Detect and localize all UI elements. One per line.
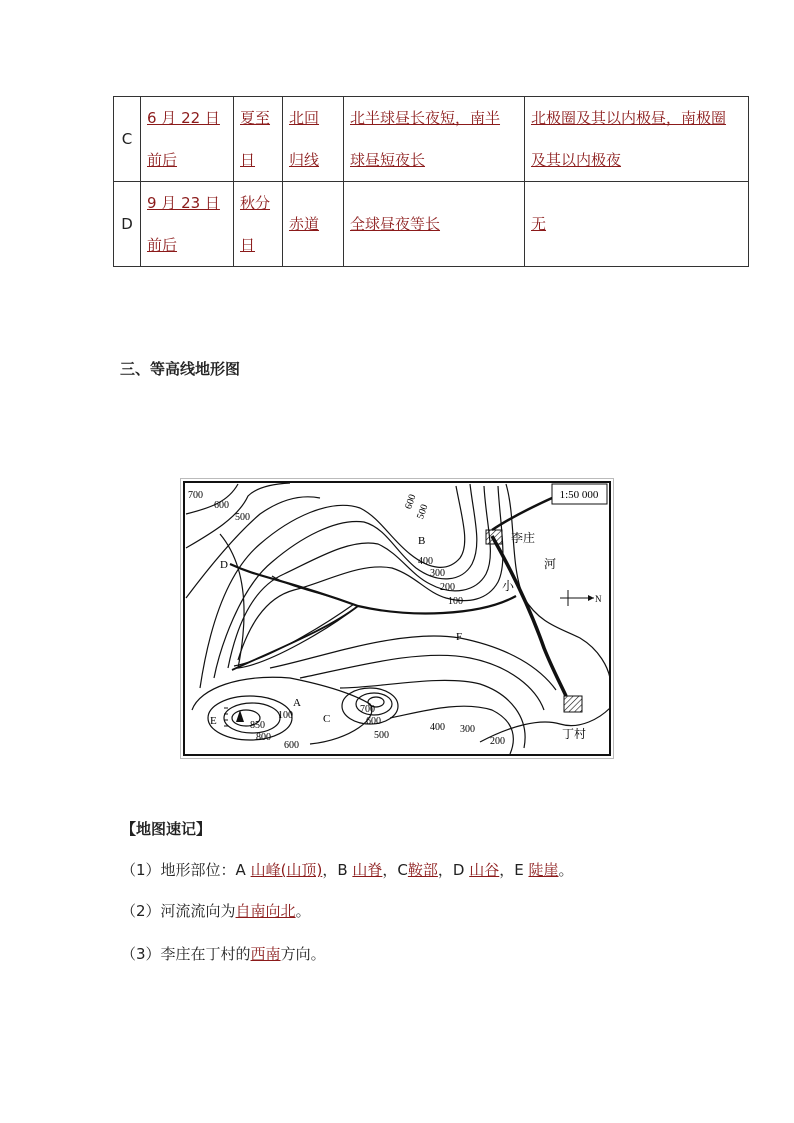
contour-value: 300: [460, 724, 475, 735]
answer-direction: 西南: [250, 945, 281, 963]
date-line: 6 月 22 日: [147, 109, 220, 127]
contour-value: 200: [490, 736, 505, 747]
answer-e: 陡崖: [528, 861, 559, 879]
q3-prefix: （3）李庄在丁村的: [121, 945, 251, 963]
daynight-line: 北半球昼长夜短，南半: [350, 109, 501, 127]
contour-value: 600: [284, 740, 299, 751]
term-line: 秋分: [240, 194, 271, 212]
season-table: [113, 96, 749, 267]
answer-c: 鞍部: [407, 861, 438, 879]
label-f: F: [456, 631, 463, 643]
daynight-line: 球昼短夜长: [350, 151, 426, 169]
date-line: 9 月 23 日: [147, 194, 220, 212]
term-line: 日: [240, 151, 256, 169]
label-b: B: [418, 535, 426, 547]
row-label: D: [114, 182, 141, 267]
contour-value: 500: [374, 730, 389, 741]
river-label-he: 河: [544, 557, 557, 571]
polar-line: 及其以内极夜: [531, 151, 622, 169]
river-label-xiao: 小: [502, 579, 515, 593]
date-line: 前后: [147, 151, 178, 169]
answer-d: 山谷: [469, 861, 500, 879]
q1-sep: ，B: [322, 861, 353, 879]
term-cell: [234, 182, 283, 267]
contour-value: 800: [256, 732, 271, 743]
table-row: [114, 97, 749, 182]
date-cell: [141, 182, 234, 267]
q1-sep: ，C: [382, 861, 408, 879]
contour-value: 600: [214, 500, 229, 511]
q2-prefix: （2）河流流向为: [121, 902, 236, 920]
contour-value: 300: [430, 568, 445, 579]
polar-cell: [525, 97, 749, 182]
label-e: E: [210, 715, 217, 727]
polar-line: 北极圈及其以内极昼，南极圈: [531, 109, 727, 127]
term-line: 日: [240, 236, 256, 254]
daynight-cell: [344, 97, 525, 182]
q1-sep: ，D: [437, 861, 470, 879]
north-label: N: [595, 594, 602, 604]
table-row: [114, 182, 749, 267]
contour-value: 500: [415, 502, 431, 521]
village-dingcun: 丁村: [562, 727, 587, 741]
lat-cell: [283, 182, 344, 267]
contour-value: 200: [440, 582, 455, 593]
q1-sep: ，E: [499, 861, 529, 879]
contour-value: 400: [430, 722, 445, 733]
q2-end: 。: [295, 902, 311, 920]
q1-end: 。: [558, 861, 574, 879]
daynight-cell: [344, 182, 525, 267]
contour-value: 400: [418, 556, 433, 567]
scale-label: 1:50 000: [559, 489, 599, 501]
answer-flow: 自南向北: [235, 902, 296, 920]
contour-value: 850: [250, 720, 265, 731]
memo-title: 【地图速记】: [121, 820, 212, 838]
question-3: [121, 943, 326, 964]
date-line: 前后: [147, 236, 178, 254]
village-lizhuang-icon: [486, 530, 502, 544]
label-c: C: [323, 713, 331, 725]
village-lizhuang: 李庄: [511, 531, 536, 545]
lat-line: 赤道: [289, 215, 320, 233]
contour-value: 500: [235, 512, 250, 523]
contour-value: 700: [360, 704, 375, 715]
lat-cell: [283, 97, 344, 182]
label-a: A: [293, 697, 301, 709]
polar-cell: [525, 182, 749, 267]
contour-map-svg: [180, 478, 614, 759]
section-title: 三、等高线地形图: [120, 360, 241, 378]
q1-prefix: （1）地形部位：A: [121, 861, 246, 879]
answer-a: 山峰(山顶): [250, 861, 323, 879]
answer-b: 山脊: [352, 861, 383, 879]
q3-end: 方向。: [280, 945, 326, 963]
contour-value: 100: [448, 596, 463, 607]
row-label: C: [114, 97, 141, 182]
lat-line: 归线: [289, 151, 320, 169]
term-line: 夏至: [240, 109, 271, 127]
contour-value: 600: [403, 492, 419, 511]
contour-value: 100: [278, 710, 293, 721]
lat-line: 北回: [289, 109, 320, 127]
daynight-line: 全球昼夜等长: [350, 215, 441, 233]
contour-map: [180, 478, 614, 759]
polar-line: 无: [531, 215, 547, 233]
contour-value: 600: [366, 716, 381, 727]
date-cell: [141, 97, 234, 182]
village-dingcun-icon: [564, 696, 582, 712]
question-2: [121, 900, 311, 921]
label-d: D: [220, 559, 228, 571]
term-cell: [234, 97, 283, 182]
question-1: [121, 859, 574, 880]
contour-value: 700: [188, 490, 203, 501]
